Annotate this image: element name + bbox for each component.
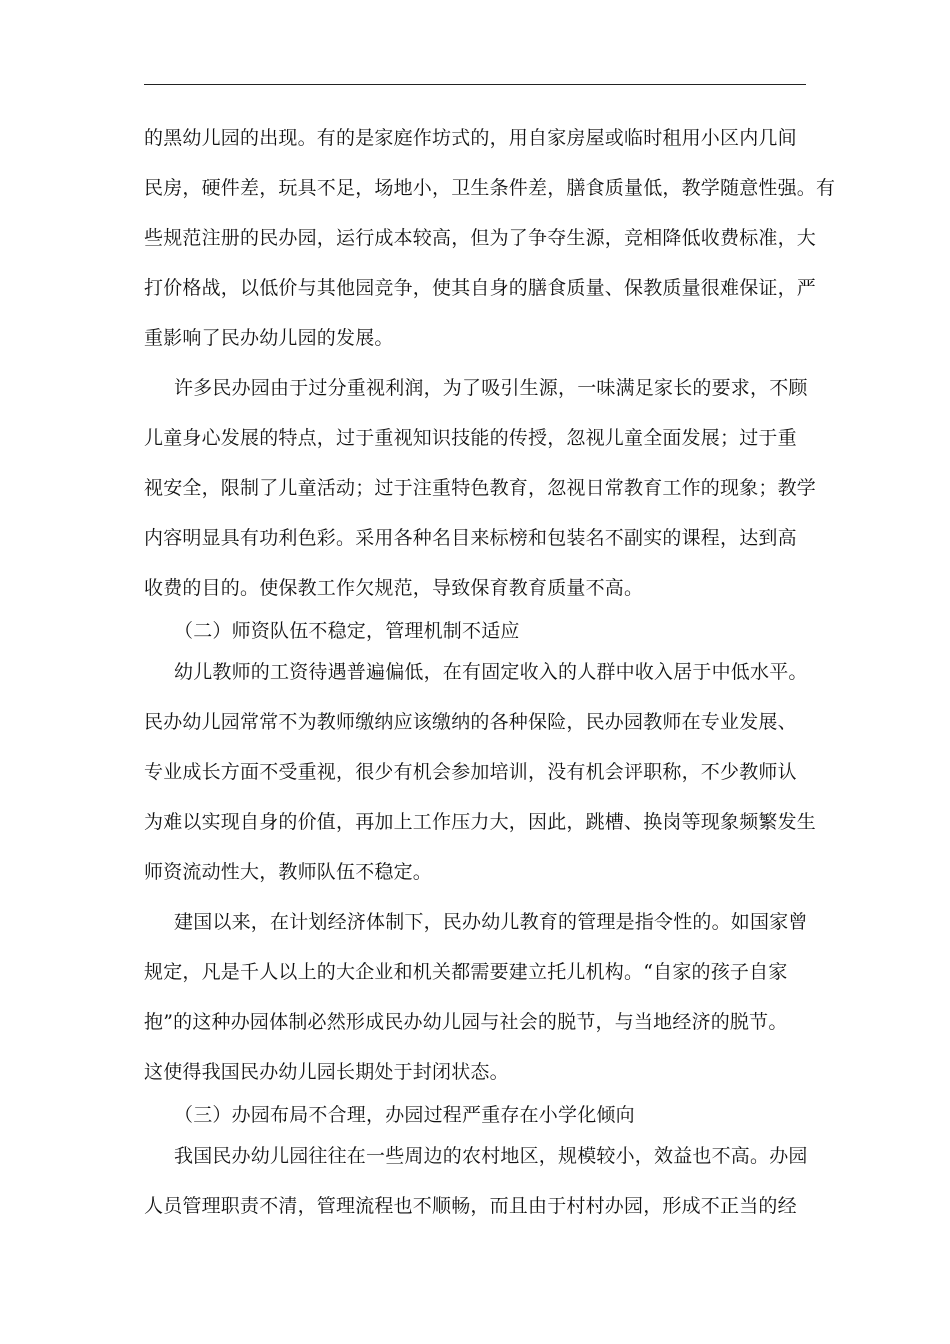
text-line: 重影响了民办幼儿园的发展。 [144,327,394,349]
text-line: 抱”的这种办园体制必然形成民办幼儿园与社会的脱节，与当地经济的脱节。 [144,1011,788,1033]
paragraph-first-line: 许多民办园由于过分重视利润，为了吸引生源，一味满足家长的要求，不顾 [174,377,808,399]
text-line: 民办幼儿园常常不为教师缴纳应该缴纳的各种保险，民办园教师在专业发展、 [144,711,797,733]
text-line: 打价格战，以低价与其他园竞争，使其自身的膳食质量、保教质量很难保证，严 [144,277,817,299]
text-line: 规定，凡是千人以上的大企业和机关都需要建立托儿机构。“自家的孩子自家 [144,961,788,983]
text-line: 视安全，限制了儿童活动；过于注重特色教育，忽视日常教育工作的现象；教学 [144,477,817,499]
text-line: 为难以实现自身的价值，再加上工作压力大，因此，跳槽、换岗等现象频繁发生 [144,811,817,833]
paragraph-first-line: 我国民办幼儿园往往在一些周边的农村地区，规模较小，效益也不高。办园 [174,1145,808,1167]
text-line: 的黑幼儿园的出现。有的是家庭作坊式的，用自家房屋或临时租用小区内几间 [144,127,797,149]
paragraph-first-line: 建国以来，在计划经济体制下，民办幼儿教育的管理是指令性的。如国家曾 [174,911,808,933]
text-line: 内容明显具有功利色彩。采用各种名目来标榜和包装名不副实的课程，达到高 [144,527,797,549]
text-line: 这使得我国民办幼儿园长期处于封闭状态。 [144,1061,509,1083]
text-line: 民房，硬件差，玩具不足，场地小，卫生条件差，膳食质量低，教学随意性强。有 [144,177,836,199]
text-line: 些规范注册的民办园，运行成本较高，但为了争夺生源，竞相降低收费标准，大 [144,227,817,249]
section-heading: （二）师资队伍不稳定，管理机制不适应 [174,620,520,642]
section-heading: （三）办园布局不合理，办园过程严重存在小学化倾向 [174,1104,635,1126]
text-line: 儿童身心发展的特点，过于重视知识技能的传授，忽视儿童全面发展；过于重 [144,427,797,449]
text-line: 人员管理职责不清，管理流程也不顺畅，而且由于村村办园，形成不正当的经 [144,1195,797,1217]
text-line: 专业成长方面不受重视，很少有机会参加培训，没有机会评职称，不少教师认 [144,761,797,783]
header-rule [144,84,806,85]
paragraph-first-line: 幼儿教师的工资待遇普遍偏低，在有固定收入的人群中收入居于中低水平。 [174,661,808,683]
text-line: 师资流动性大，教师队伍不稳定。 [144,861,433,883]
text-line: 收费的目的。使保教工作欠规范，导致保育教育质量不高。 [144,577,644,599]
